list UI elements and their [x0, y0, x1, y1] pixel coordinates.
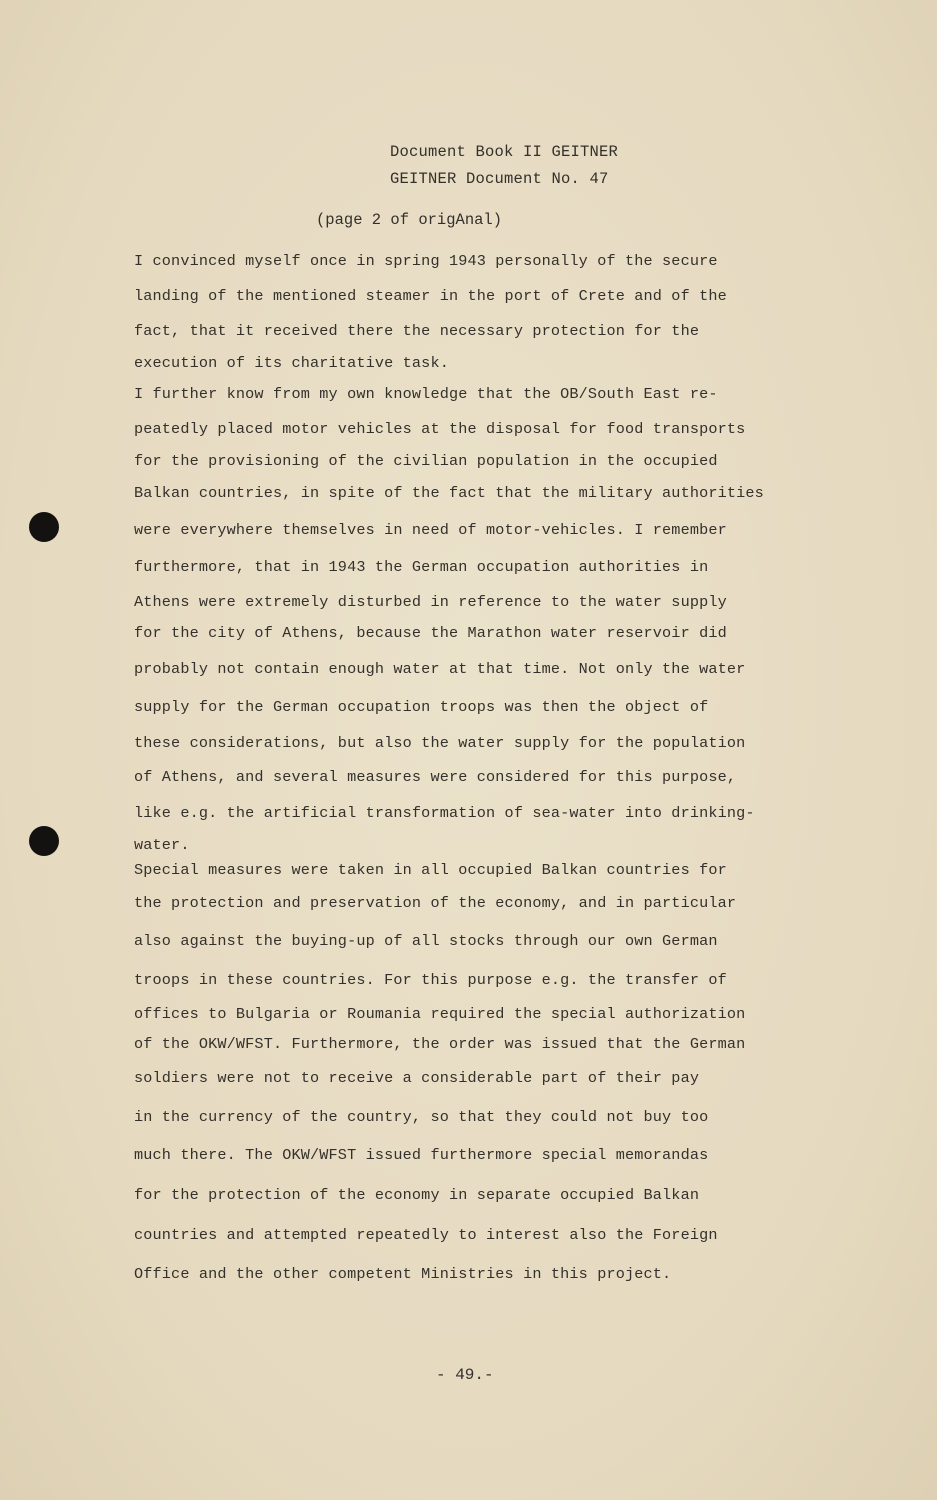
text-line: were everywhere themselves in need of motor-vehicles. I remember [134, 521, 727, 539]
text-line: Athens were extremely disturbed in reference to the water supply [134, 593, 727, 611]
text-line: in the currency of the country, so that they could not buy too [134, 1108, 709, 1126]
text-line: much there. The OKW/WFST issued furthermore special memorandas [134, 1146, 709, 1164]
text-line: troops in these countries. For this purpose e.g. the transfer of [134, 971, 727, 989]
text-line: like e.g. the artificial transformation of sea-water into drinking- [134, 804, 755, 822]
text-line: Balkan countries, in spite of the fact that the military authorities [134, 484, 764, 502]
text-line: I further know from my own knowledge that the OB/South East re- [134, 385, 718, 403]
text-line: for the city of Athens, because the Marathon water reservoir did [134, 624, 727, 642]
text-line: landing of the mentioned steamer in the port of Crete and of the [134, 287, 727, 305]
text-line: probably not contain enough water at that time. Not only the water [134, 660, 746, 678]
text-line: fact, that it received there the necessary protection for the [134, 322, 700, 340]
text-line: water. [134, 836, 190, 854]
text-line: peatedly placed motor vehicles at the disposal for food transports [134, 420, 746, 438]
punch-hole-top [29, 512, 59, 542]
text-line: supply for the German occupation troops was then the object of [134, 698, 709, 716]
text-line: of the OKW/WFST. Furthermore, the order was issued that the German [134, 1035, 746, 1053]
text-line: offices to Bulgaria or Roumania required the special authorization [134, 1005, 746, 1023]
text-line: Office and the other competent Ministries in this project. [134, 1265, 672, 1283]
text-line: for the provisioning of the civilian population in the occupied [134, 452, 718, 470]
document-book-label: Document Book II GEITNER [390, 143, 619, 161]
text-line: countries and attempted repeatedly to interest also the Foreign [134, 1226, 718, 1244]
text-line: execution of its charitative task. [134, 354, 449, 372]
page-number: - 49.- [436, 1366, 494, 1384]
text-line: the protection and preservation of the economy, and in particular [134, 894, 737, 912]
text-line: furthermore, that in 1943 the German occupation authorities in [134, 558, 709, 576]
text-line: also against the buying-up of all stocks through our own German [134, 932, 718, 950]
text-line: these considerations, but also the water supply for the population [134, 734, 746, 752]
page-note: (page 2 of origAnal) [316, 211, 503, 229]
punch-hole-bottom [29, 826, 59, 856]
text-line: of Athens, and several measures were considered for this purpose, [134, 768, 737, 786]
text-line: for the protection of the economy in separate occupied Balkan [134, 1186, 700, 1204]
text-line: soldiers were not to receive a considerable part of their pay [134, 1069, 700, 1087]
text-line: Special measures were taken in all occupied Balkan countries for [134, 861, 727, 879]
text-line: I convinced myself once in spring 1943 personally of the secure [134, 252, 718, 270]
document-number-label: GEITNER Document No. 47 [390, 170, 609, 188]
